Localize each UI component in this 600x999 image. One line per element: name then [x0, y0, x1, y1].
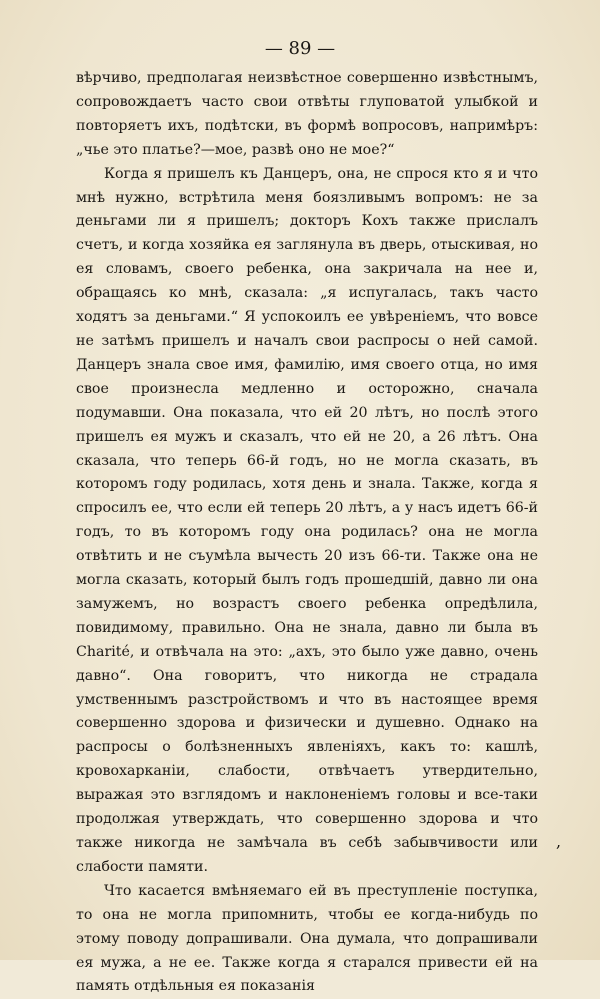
trailing-punctuation: ,: [556, 832, 562, 851]
paragraph-2: Когда я пришелъ къ Данцеръ, она, не спрося кто я и что мнѣ нужно, встрѣтила меня боязливымъ вопромъ: не за деньгами ли я пришелъ; докторъ Кохъ также прислалъ счетъ, и когда хозяйка ея заглянула въ дверь, отыскивая, но ея словамъ, своего ребенка, она закричала на нее и, обращаясь ко мнѣ, сказала: „я испугалась, такъ часто ходятъ за деньгами.“ Я успокоилъ ее увѣреніемъ, что вовсе не затѣмъ пришелъ и началъ свои распросы о ней самой. Данцеръ знала свое имя, фамилію, имя своего отца, но имя свое произнесла медленно и осторожно, сначала подумавши. Она показала, что ей 20 лѣтъ, но послѣ этого пришелъ ея мужъ и сказалъ, что ей не 20, а 26 лѣтъ. Она сказала, что теперь 66-й годъ, но не могла сказать, въ которомъ году родилась, хотя день и знала. Также, когда я спросилъ ее, что если ей теперь 20 лѣтъ, а у насъ идетъ 66-й годъ, то въ которомъ году она родилась? она не могла отвѣтить и не съумѣла вычесть 20 изъ 66-ти. Также она не могла сказать, который былъ годъ прошедшій, давно ли она замужемъ, но возрастъ своего ребенка опредѣлила, повидимому, правильно. Она не знала, давно ли была въ Charité, и отвѣчала на это: „ахъ, это было уже давно, очень давно“. Она говоритъ, что никогда не страдала умственнымъ разстройствомъ и что въ настоящее время совершенно здорова и физически и душевно. Однако на распросы о болѣзненныхъ явленіяхъ, какъ то: кашлѣ, кровохарканіи, слабости, отвѣчаетъ утвердительно, выражая это взглядомъ и наклоненіемъ головы и все-таки продолжая утверждать, что совершенно здорова и что также никогда не замѣчала въ себѣ забывчивости или слабости памяти.: [76, 165, 538, 875]
body-text: [76, 67, 538, 999]
paragraph-1: вѣрчиво, предполагая неизвѣстное совершенно извѣстнымъ, сопровождаетъ часто свои отвѣты глуповатой улыбкой и повторяетъ ихъ, подѣтски, въ формѣ вопросовъ, напримѣръ: „чье это платье?—мое, развѣ оно не мое?“: [76, 70, 538, 158]
page-number: — 89 —: [264, 38, 336, 59]
paragraph-3: Что касается вмѣняемаго ей въ преступленіе поступка, то она не могла припомнить, чтобы ее когда-нибудь по этому поводу допрашивали. Она думала, что допрашивали ея мужа, а не ее. Также когда я старался привести ей на память отдѣльныя ея показанія: [76, 882, 538, 995]
